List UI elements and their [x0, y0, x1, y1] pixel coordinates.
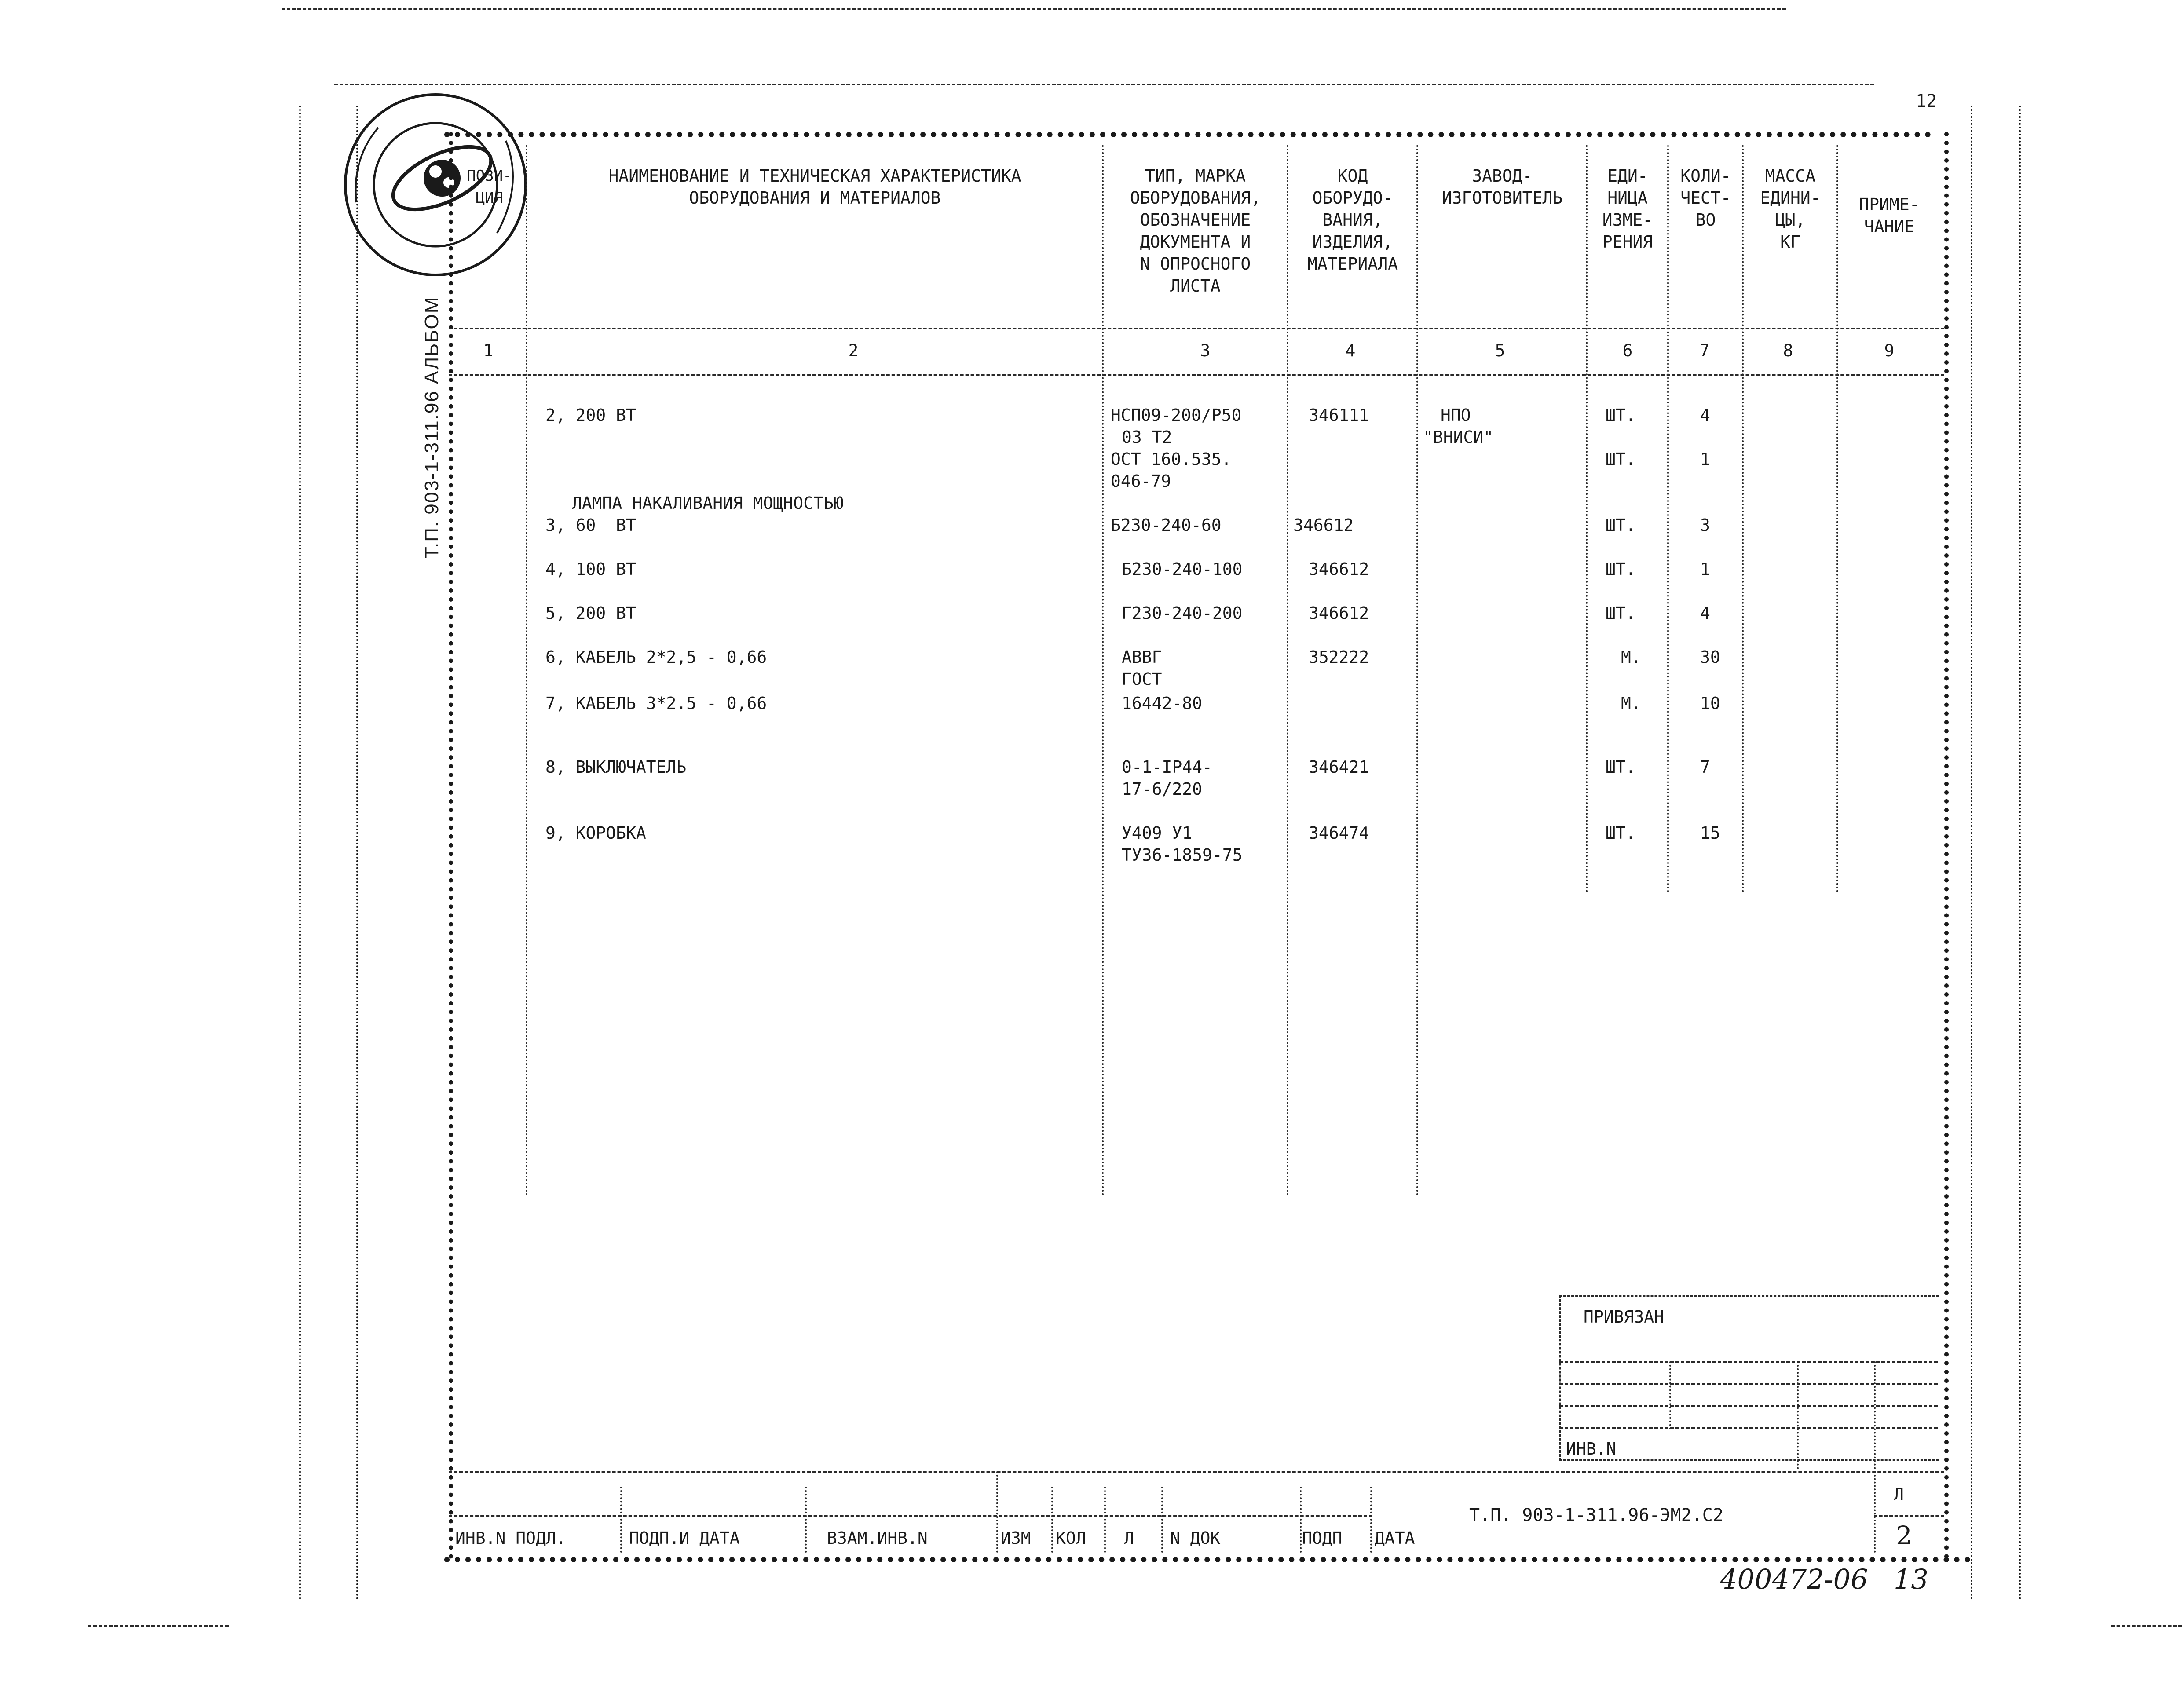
right-margin-border — [2019, 106, 2030, 1601]
row-type: 17-6/220 — [1122, 779, 1203, 799]
tb-sheet-num: 2 — [1896, 1521, 1912, 1550]
tb-podp: ПОДП — [1302, 1528, 1343, 1548]
title-block-mid — [1874, 1515, 1944, 1517]
handwritten-code: 400472-06 — [1720, 1563, 1868, 1595]
row-name: 9, КОРОБКА — [545, 823, 646, 843]
binding-col — [1874, 1361, 1876, 1469]
row-type: 0-1-IP44- — [1122, 757, 1212, 777]
row-unit: М. — [1621, 647, 1641, 667]
header-type: ТИП, МАРКА ОБОРУДОВАНИЯ, ОБОЗНАЧЕНИЕ ДОКУМЕНТА И N ОПРОСНОГО ЛИСТА — [1130, 166, 1261, 296]
column-number: 8 — [1783, 341, 1793, 360]
row-qty: 1 — [1700, 450, 1710, 469]
bottom-edge-line — [88, 1625, 229, 1627]
column-number: 4 — [1345, 341, 1356, 360]
row-type: АВВГ — [1122, 647, 1162, 667]
row-qty: 7 — [1700, 757, 1710, 777]
row-name: 3, 60 ВТ — [545, 515, 636, 535]
title-block-col — [620, 1487, 622, 1553]
tb-kol: КОЛ — [1056, 1528, 1086, 1548]
header-unit: ЕДИ- НИЦА ИЗМЕ- РЕНИЯ — [1602, 166, 1653, 252]
column-number: 7 — [1699, 341, 1710, 360]
row-type: Г230-240-200 — [1122, 603, 1243, 623]
row-qty: 4 — [1700, 406, 1710, 425]
tb-vzam-inv: ВЗАМ.ИНВ.N — [827, 1528, 928, 1548]
frame-bottom-border — [444, 1557, 1971, 1562]
header-name: НАИМЕНОВАНИЕ И ТЕХНИЧЕСКАЯ ХАРАКТЕРИСТИКА ОБОРУДОВАНИЯ И МАТЕРИАЛОВ — [608, 166, 1021, 208]
row-maker: "ВНИСИ" — [1423, 428, 1494, 447]
col-separator — [1667, 145, 1669, 893]
title-block-col — [1300, 1487, 1302, 1553]
title-block-col — [1051, 1487, 1053, 1553]
row-type: ГОСТ — [1122, 669, 1162, 689]
row-type: У409 У1 — [1122, 823, 1193, 843]
row-code: 346111 — [1309, 406, 1369, 425]
handwritten-number: 13 — [1894, 1563, 1928, 1595]
bottom-edge-line — [2111, 1625, 2182, 1627]
header-mass: МАССА ЕДИНИ- ЦЫ, КГ — [1760, 166, 1821, 252]
row-name: 7, КАБЕЛЬ 3*2.5 - 0,66 — [545, 694, 767, 713]
row-qty: 15 — [1700, 823, 1720, 843]
frame-left-border — [449, 132, 453, 1559]
tb-ndok: N ДОК — [1170, 1528, 1221, 1548]
column-number: 1 — [483, 341, 494, 360]
col-separator — [1287, 145, 1288, 1196]
row-name: 4, 100 ВТ — [545, 559, 636, 579]
tb-inv-podl: ИНВ.N ПОДЛ. — [455, 1528, 566, 1548]
top-edge-line — [282, 8, 1786, 10]
header-divider — [449, 374, 1944, 376]
col-separator — [1586, 145, 1588, 893]
row-unit: ШТ. — [1606, 823, 1636, 843]
row-code: 346612 — [1293, 515, 1354, 535]
tb-data: ДАТА — [1375, 1528, 1415, 1548]
row-code: 346612 — [1309, 559, 1369, 579]
row-type: 046-79 — [1111, 472, 1171, 491]
row-unit: М. — [1621, 694, 1641, 713]
title-block-col — [1874, 1471, 1876, 1553]
row-qty: 4 — [1700, 603, 1710, 623]
row-qty: 3 — [1700, 515, 1710, 535]
header-qty: КОЛИ- ЧЕСТ- ВО — [1680, 166, 1731, 230]
tb-sheet-label: Л — [1894, 1484, 1904, 1504]
header-position: ПОЗИ- ЦИЯ — [467, 167, 512, 207]
binding-line — [1559, 1383, 1938, 1385]
col-separator — [526, 145, 527, 1196]
title-block-col — [1161, 1487, 1163, 1553]
header-note: ПРИМЕ- ЧАНИЕ — [1859, 195, 1920, 236]
row-type: ТУ36-1859-75 — [1122, 845, 1243, 865]
title-block-col — [805, 1487, 807, 1553]
binding-col — [1669, 1361, 1671, 1429]
row-name: 5, 200 ВТ — [545, 603, 636, 623]
row-type: ОСТ 160.535. — [1111, 450, 1232, 469]
header-divider — [449, 328, 1944, 329]
row-qty: 1 — [1700, 559, 1710, 579]
top-edge-line — [334, 84, 1874, 85]
row-name: 6, КАБЕЛЬ 2*2,5 - 0,66 — [545, 647, 767, 667]
row-type: НСП09-200/Р50 — [1111, 406, 1242, 425]
row-type: Б230-240-100 — [1122, 559, 1243, 579]
left-margin-border — [299, 106, 310, 1601]
tb-podp-data: ПОДП.И ДАТА — [629, 1528, 740, 1548]
column-number: 3 — [1200, 341, 1211, 360]
col-separator — [1742, 145, 1744, 893]
row-unit: ШТ. — [1606, 450, 1636, 469]
title-block-mid — [449, 1515, 1372, 1517]
frame-top-border — [444, 132, 1931, 137]
title-block-col — [1104, 1487, 1106, 1553]
row-maker: НПО — [1441, 406, 1471, 425]
row-type: Б230-240-60 — [1111, 515, 1222, 535]
title-block-col — [1370, 1487, 1372, 1553]
title-block-top — [449, 1471, 1944, 1473]
row-qty: 30 — [1700, 647, 1720, 667]
row-unit: ШТ. — [1606, 603, 1636, 623]
album-label: Т.П. 903-1-311.96 АЛЬБОМ — [421, 296, 443, 559]
frame-right-border — [1944, 132, 1949, 1559]
col-separator — [1102, 145, 1104, 1196]
header-code: КОД ОБОРУДО- ВАНИЯ, ИЗДЕЛИЯ, МАТЕРИАЛА — [1307, 166, 1398, 274]
binding-line — [1559, 1405, 1938, 1407]
binding-line — [1559, 1361, 1938, 1363]
column-number: 9 — [1884, 341, 1895, 360]
column-number: 2 — [848, 341, 859, 360]
row-code: 352222 — [1309, 647, 1369, 667]
col-separator — [1416, 145, 1418, 1196]
row-unit: ШТ. — [1606, 757, 1636, 777]
left-margin-border — [356, 106, 367, 1601]
row-unit: ШТ. — [1606, 559, 1636, 579]
row-name: 2, 200 ВТ — [545, 406, 636, 425]
row-type: 03 Т2 — [1122, 428, 1172, 447]
column-number: 6 — [1622, 341, 1633, 360]
page-number: 12 — [1916, 91, 1937, 111]
right-margin-border — [1971, 106, 1981, 1601]
header-maker: ЗАВОД- ИЗГОТОВИТЕЛЬ — [1441, 166, 1563, 208]
row-qty: 10 — [1700, 694, 1720, 713]
row-name: 8, ВЫКЛЮЧАТЕЛЬ — [545, 757, 687, 777]
tb-izm: ИЗМ — [1001, 1528, 1031, 1548]
binding-col — [1797, 1361, 1799, 1469]
row-name: ЛАМПА НАКАЛИВАНИЯ МОЩНОСТЬЮ — [572, 493, 844, 513]
row-code: 346612 — [1309, 603, 1369, 623]
tb-doc-code: Т.П. 903-1-311.96-ЭМ2.С2 — [1469, 1505, 1723, 1525]
row-unit: ШТ. — [1606, 515, 1636, 535]
binding-title: ПРИВЯЗАН — [1584, 1307, 1665, 1327]
binding-inv: ИНВ.N — [1566, 1439, 1617, 1458]
column-number: 5 — [1495, 341, 1505, 360]
title-block-col — [996, 1471, 998, 1553]
tb-list: Л — [1124, 1528, 1134, 1548]
row-type: 16442-80 — [1122, 694, 1203, 713]
col-separator — [1836, 145, 1838, 893]
binding-line — [1559, 1427, 1938, 1429]
row-code: 346474 — [1309, 823, 1369, 843]
row-unit: ШТ. — [1606, 406, 1636, 425]
row-code: 346421 — [1309, 757, 1369, 777]
